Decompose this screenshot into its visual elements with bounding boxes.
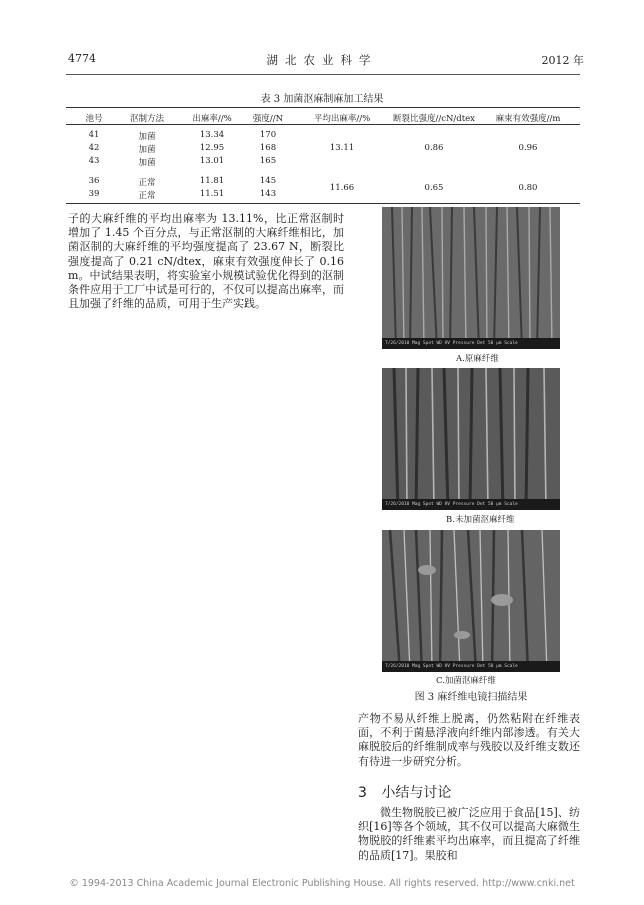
table-header-cell: 断裂比强度//cN/dtex (393, 114, 475, 124)
body-paragraph: 子的大麻纤维的平均出麻率为 13.11%，比正常沤制时增加了 1.45 个百分点，与正常沤制的大麻纤维相比，加菌沤制的大麻纤维的平均强度提高了 23.67 N，断裂比强度提高了 0.21 cN/dtex，麻束有效强度伸长了 0.16 m。中试结果表明，将实验室小规模试验优化得到的沤制条件应用于工厂中试是可行的，不仅可以提高出麻率，而且加强了纤维的品质，可用于生产实践。 (68, 212, 344, 311)
table-cell: 170 (259, 130, 277, 140)
fiber-texture-c (382, 530, 560, 672)
panel-label-b: B.未加菌沤麻纤维 (446, 515, 515, 525)
table-cell: 13.11 (329, 143, 355, 153)
body-paragraph: 微生物脱胶已被广泛应用于食品[15]、纺织[16]等各个领域，其不仅可以提高大麻微生物脱胶的纤维素平均出麻率，而且提高了纤维的品质[17]。果胶和 (358, 806, 580, 862)
table-cell: 11.66 (329, 183, 355, 193)
table-header-cell: 麻束有效强度//m (495, 114, 561, 124)
section-number: 3 (358, 785, 367, 801)
journal-year: 2012 年 (541, 54, 584, 67)
table-cell: 42 (88, 143, 100, 153)
fiber-texture-a (382, 207, 560, 349)
table-cell: 0.96 (518, 143, 538, 153)
table-cell: 加菌 (138, 158, 156, 168)
table-cell: 39 (88, 189, 100, 199)
table-cell: 43 (88, 156, 100, 166)
sem-image-c (382, 530, 560, 672)
table-header-cell: 平均出麻率//% (313, 114, 371, 124)
table-cell: 加菌 (138, 145, 156, 155)
table-title: 表 3 加菌沤麻制麻加工结果 (260, 94, 384, 105)
table-cell: 41 (88, 130, 100, 140)
table-bottom-rule (66, 203, 580, 204)
table-header-cell: 沤制方法 (129, 114, 165, 124)
copyright-footer: © 1994-2013 China Academic Journal Electronic Publishing House. All rights reserved. http://www.cnki.net (69, 878, 575, 889)
table-cell: 正常 (138, 178, 156, 188)
fiber-texture-b (382, 368, 560, 510)
figure-caption: 图 3 麻纤维电镜扫描结果 (414, 692, 528, 703)
table-cell: 13.34 (199, 130, 225, 140)
table-cell: 0.86 (424, 143, 444, 153)
section-title: 小结与讨论 (381, 785, 452, 801)
table-cell: 正常 (138, 191, 156, 201)
table-header-rule (66, 124, 580, 125)
table-cell: 加菌 (138, 132, 156, 142)
table-cell: 165 (259, 156, 277, 166)
table-header-cell: 出麻率//% (192, 114, 232, 124)
journal-name: 湖北农业科学 (266, 53, 378, 67)
sem-image-a (382, 207, 560, 349)
body-paragraph: 产物不易从纤维上脱离，仍然粘附在纤维表面，不利于菌悬浮液向纤维内部渗透。有关大麻脱胶后的纤维制成率与残胶以及纤维支数还有待进一步研究分析。 (358, 712, 580, 768)
table-cell: 168 (259, 143, 277, 153)
table-cell: 11.81 (199, 176, 225, 186)
table-cell: 0.65 (424, 183, 444, 193)
sem-image-b (382, 368, 560, 510)
sem-info-bar: 7/26/2010 Mag Spot WD HV Pressure Det 50 μm Scale (382, 499, 560, 510)
panel-label-c: C.加菌沤麻纤维 (436, 676, 496, 686)
section-heading (358, 782, 451, 802)
sem-info-bar: 7/26/2010 Mag Spot WD HV Pressure Det 50 μm Scale (382, 661, 560, 672)
table-cell: 12.95 (199, 143, 225, 153)
table-cell: 143 (259, 189, 277, 199)
table-header-cell: 池号 (85, 114, 103, 124)
table-top-rule (66, 107, 580, 108)
table-cell: 145 (259, 176, 277, 186)
page-number: 4774 (68, 52, 96, 65)
table-cell: 13.01 (199, 156, 225, 166)
table-cell: 0.80 (518, 183, 538, 193)
table-cell: 11.51 (199, 189, 225, 199)
panel-label-a: A.原麻纤维 (456, 354, 499, 364)
table-cell: 36 (88, 176, 100, 186)
sem-info-bar: 7/26/2010 Mag Spot WD HV Pressure Det 50 μm Scale (382, 338, 560, 349)
table-header-cell: 强度//N (252, 114, 284, 124)
header-rule (66, 74, 580, 75)
